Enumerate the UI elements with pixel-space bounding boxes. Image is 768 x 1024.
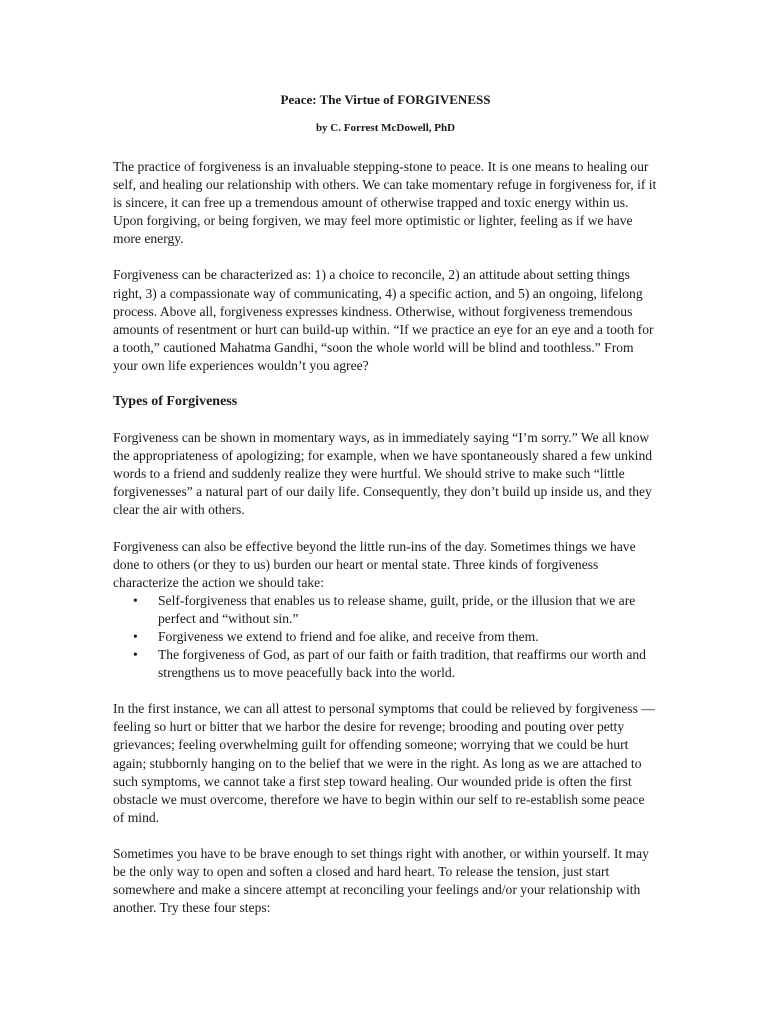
paragraph-brave: Sometimes you have to be brave enough to set things right with another, or within yourself. It may be the only way to open and soften a closed and hard heart. To release the tension, just start somewhere and make a sincere attempt at reconciling your feelings and/or your relationship with another. Try these four steps:	[113, 845, 649, 916]
section-heading-types: Types of Forgiveness	[113, 394, 238, 410]
paragraph-characterization: Forgiveness can be characterized as: 1) a choice to reconcile, 2) an attitude about setting things right, 3) a compassionate way of communicating, 4) a specific action, and 5) an ongoing, lifelong process. Above all, forgiveness expresses kindness. Otherwise, without forgiveness tremendous amounts of resentment or hurt can build-up within. “If we practice an eye for an eye and a tooth for a tooth,” cautioned Mahatma Gandhi, “soon the whole world will be blind and toothless.” From your own life experiences wouldn’t you agree?	[113, 267, 654, 373]
bullet-icon: •	[133, 628, 138, 644]
document-page	[113, 92, 658, 917]
bullet-icon: •	[133, 647, 138, 663]
paragraph-symptoms: In the first instance, we can all attest to personal symptoms that could be relieved by forgiveness — feeling so hurt or bitter that we harbor the desire for revenge; brooding and pouting over petty grievances; feeling overwhelming guilt for offending someone; worrying that we could be hurt again; stubbornly hanging on to the belief that we were in the right. As long as we are attached to such symptoms, we cannot take a first step toward healing. Our wounded pride is often the first obstacle we must overcome, therefore we have to begin within our self to re-establish some peace of mind.	[113, 701, 655, 825]
forgiveness-kinds-list	[113, 592, 658, 682]
paragraph-momentary: Forgiveness can be shown in momentary ways, as in immediately saying “I’m sorry.” We all know the appropriateness of apologizing; for example, when we have spontaneously shared a few unkind words to a friend and suddenly realize they were hurtful. We should strive to make such “little forgivenesses” a natural part of our daily life. Consequently, they don’t build up inside us, and they clear the air with others.	[113, 430, 653, 518]
bullet-icon: •	[133, 592, 138, 608]
list-item-text: The forgiveness of God, as part of our faith or faith tradition, that reaffirms our worth and strengthens us to move peacefully back into the world.	[158, 647, 646, 681]
list-item	[113, 646, 658, 682]
list-item-text: Forgiveness we extend to friend and foe alike, and receive from them.	[158, 628, 539, 644]
list-item	[113, 628, 658, 646]
list-item-text: Self-forgiveness that enables us to release shame, guilt, pride, or the illusion that we are perfect and “without sin.”	[158, 592, 636, 626]
document-title: Peace: The Virtue of FORGIVENESS	[280, 92, 491, 107]
list-item	[113, 592, 658, 628]
paragraph-beyond: Forgiveness can also be effective beyond the little run-ins of the day. Sometimes things we have done to others (or they to us) burden our heart or mental state. Three kinds of forgiveness characterize the action we should take:	[113, 538, 636, 590]
document-byline: by C. Forrest McDowell, PhD	[315, 122, 456, 134]
paragraph-intro: The practice of forgiveness is an invaluable stepping-stone to peace. It is one means to healing our self, and healing our relationship with others. We can take momentary refuge in forgiveness for, if it is sincere, it can free up a tremendous amount of otherwise trapped and toxic energy within us. Upon forgiving, or being forgiven, we may feel more optimistic or lighter, feeling as if we have more energy.	[113, 159, 657, 247]
